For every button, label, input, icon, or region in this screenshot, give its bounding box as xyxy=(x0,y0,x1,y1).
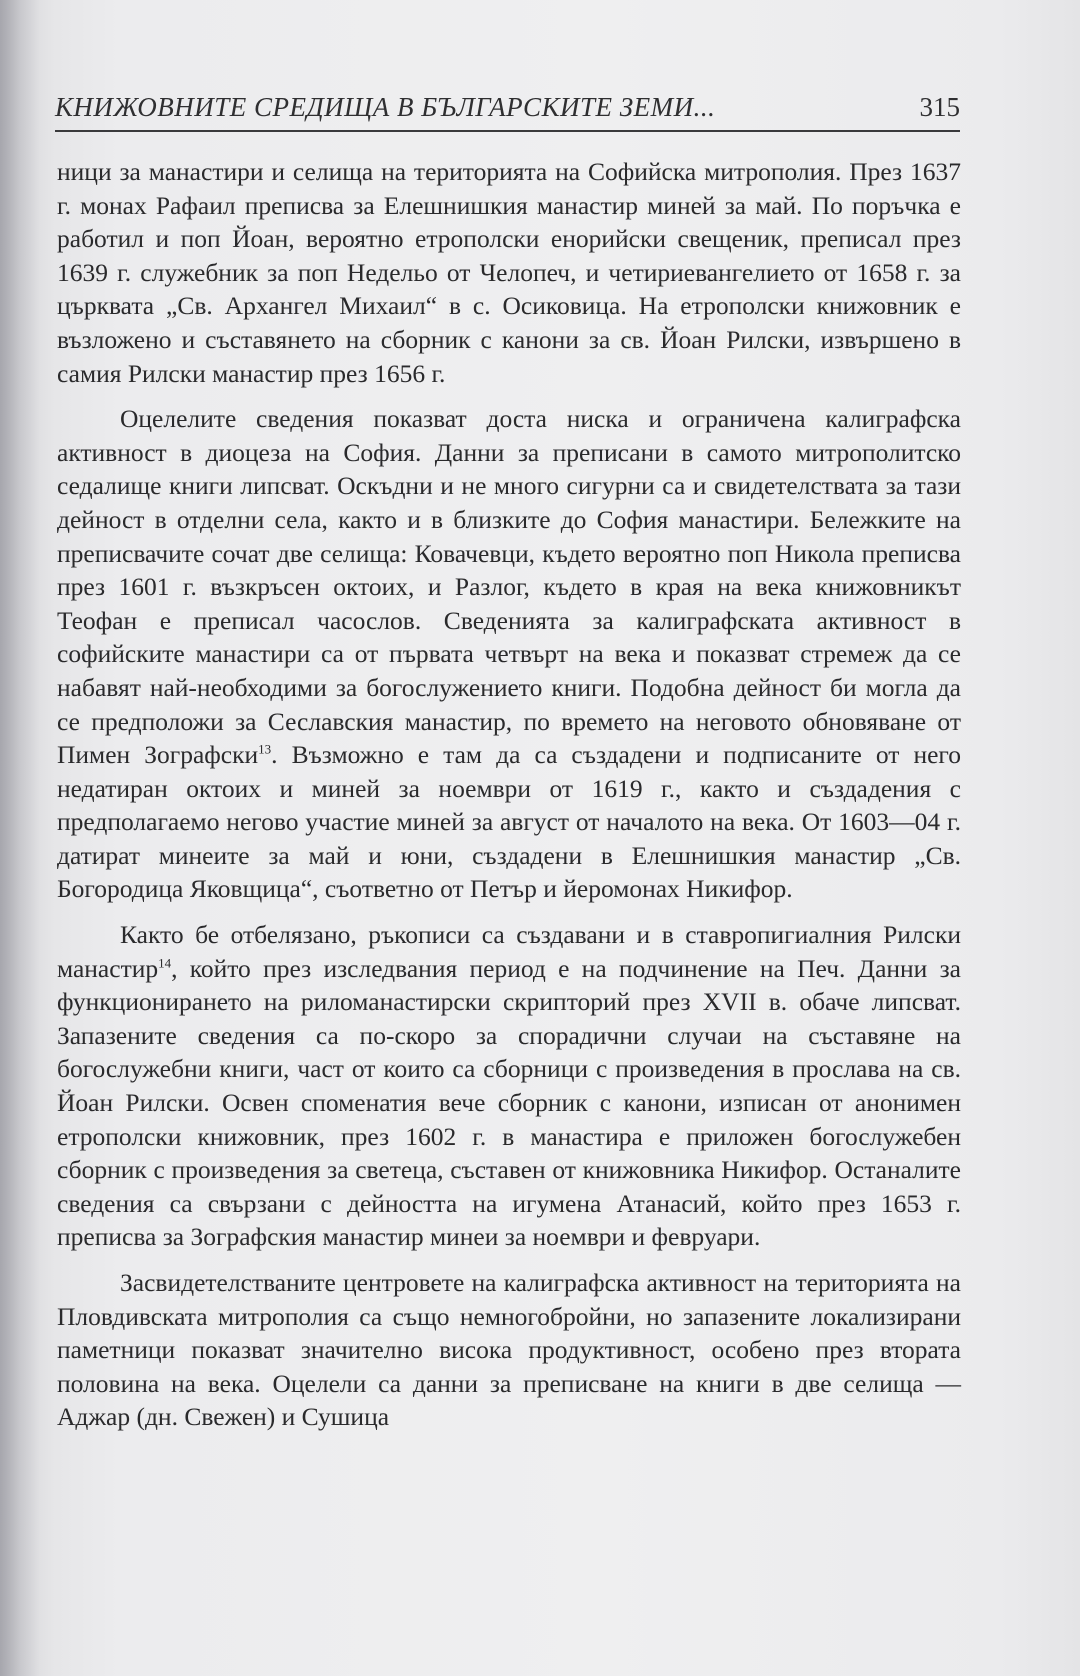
text-body xyxy=(57,155,961,1446)
paragraph-3 xyxy=(57,918,961,1254)
footnote-ref-14[interactable]: 14 xyxy=(158,955,172,971)
paragraph-2 xyxy=(57,402,961,906)
running-title: КНИЖОВНИТЕ СРЕДИЩА В БЪЛГАРСКИТЕ ЗЕМИ... xyxy=(55,92,716,122)
paragraph-2-text-before: Оцелелите сведения показват доста ниска и ограничена калиграфска активност в диоцеза на София. Данни за преписани в самото митрополитско седалище книги липсват. Оскъдни и не много сигурни са и свидетелствата за тази дейност в отделни села, както и в близките до София манастири. Бележките на преписвачите сочат две селища: Ковачевци, където вероятно поп Никола преписва през 1601 г. възкръсен октоих, и Разлог, където в края на века книжовникът Теофан е преписал часослов. Сведенията за калиграфската активност в софийските манастири са от първата четвърт на века и показват стремеж да се набавят най-необходими за богослужението книги. Подобна дейност би могла да се предположи за Сеславския манастир, по времето на неговото обновяване от Пимен Зографски xyxy=(57,404,961,770)
footnote-ref-13[interactable]: 13 xyxy=(258,741,272,757)
paragraph-1-text: ници за манастири и селища на територията на Софийска митрополия. През 1637 г. монах Рафаил преписва за Елешнишкия манастир миней за май. По поръчка е работил и поп Йоан, вероятно етрополски енорийски свещеник, преписал през 1639 г. служебник за поп Недельо от Челопеч, и четириевангелието от 1658 г. за църквата „Св. Архангел Михаил“ в с. Осиковица. На етрополски книжовник е възложено и съставянето на сборник с канони за св. Йоан Рилски, извършено в самия Рилски манастир през 1656 г. xyxy=(57,157,961,388)
paragraph-1 xyxy=(57,155,961,390)
paragraph-2-text-after: . Възможно е там да са създадени и подписаните от него недатиран октоих и миней за ноември от 1619 г., както и създадения с предполагаемо негово участие миней за август от началото на века. От 1603—04 г. датират минеите за май и юни, създадени в Елешнишкия манастир „Св. Богородица Яковщица“, съответно от Петър и йеромонах Никифор. xyxy=(57,740,961,904)
paragraph-3-text-after: , който през изследвания период е на подчинение на Печ. Данни за функционирането на риломанастирски скрипторий през XVII в. обаче липсват. Запазените сведения са по-скоро за спорадични случаи на съставяне на богослужебни книги, част от които са сборници с произведения в прослава на св. Йоан Рилски. Освен споменатия вече сборник с канони, изписан от анонимен етрополски книжовник, през 1602 г. в манастира е приложен богослужебен сборник с произведения за светеца, съставен от книжовника Никифор. Останалите сведения са свързани с дейността на игумена Атанасий, който през 1653 г. преписва за Зографския манастир минеи за ноември и февруари. xyxy=(57,953,961,1252)
paragraph-4-text: Засвидетелстваните центровете на калиграфска активност на територията на Пловдивската митрополия са също немногобройни, но запазените локализирани паметници показват значително висока продуктивност, особено през втората половина на века. Оцелели са данни за преписване на книги в две селища — Аджар (дн. Свежен) и Сушица xyxy=(57,1268,961,1432)
paragraph-3-text-before: Както бе отбелязано, ръкописи са създавани и в ставропигиалния Рилски манастир xyxy=(57,920,961,983)
spine-shadow xyxy=(0,0,40,1676)
running-header xyxy=(55,92,960,132)
paragraph-4 xyxy=(57,1266,961,1434)
page-number: 315 xyxy=(919,92,960,122)
